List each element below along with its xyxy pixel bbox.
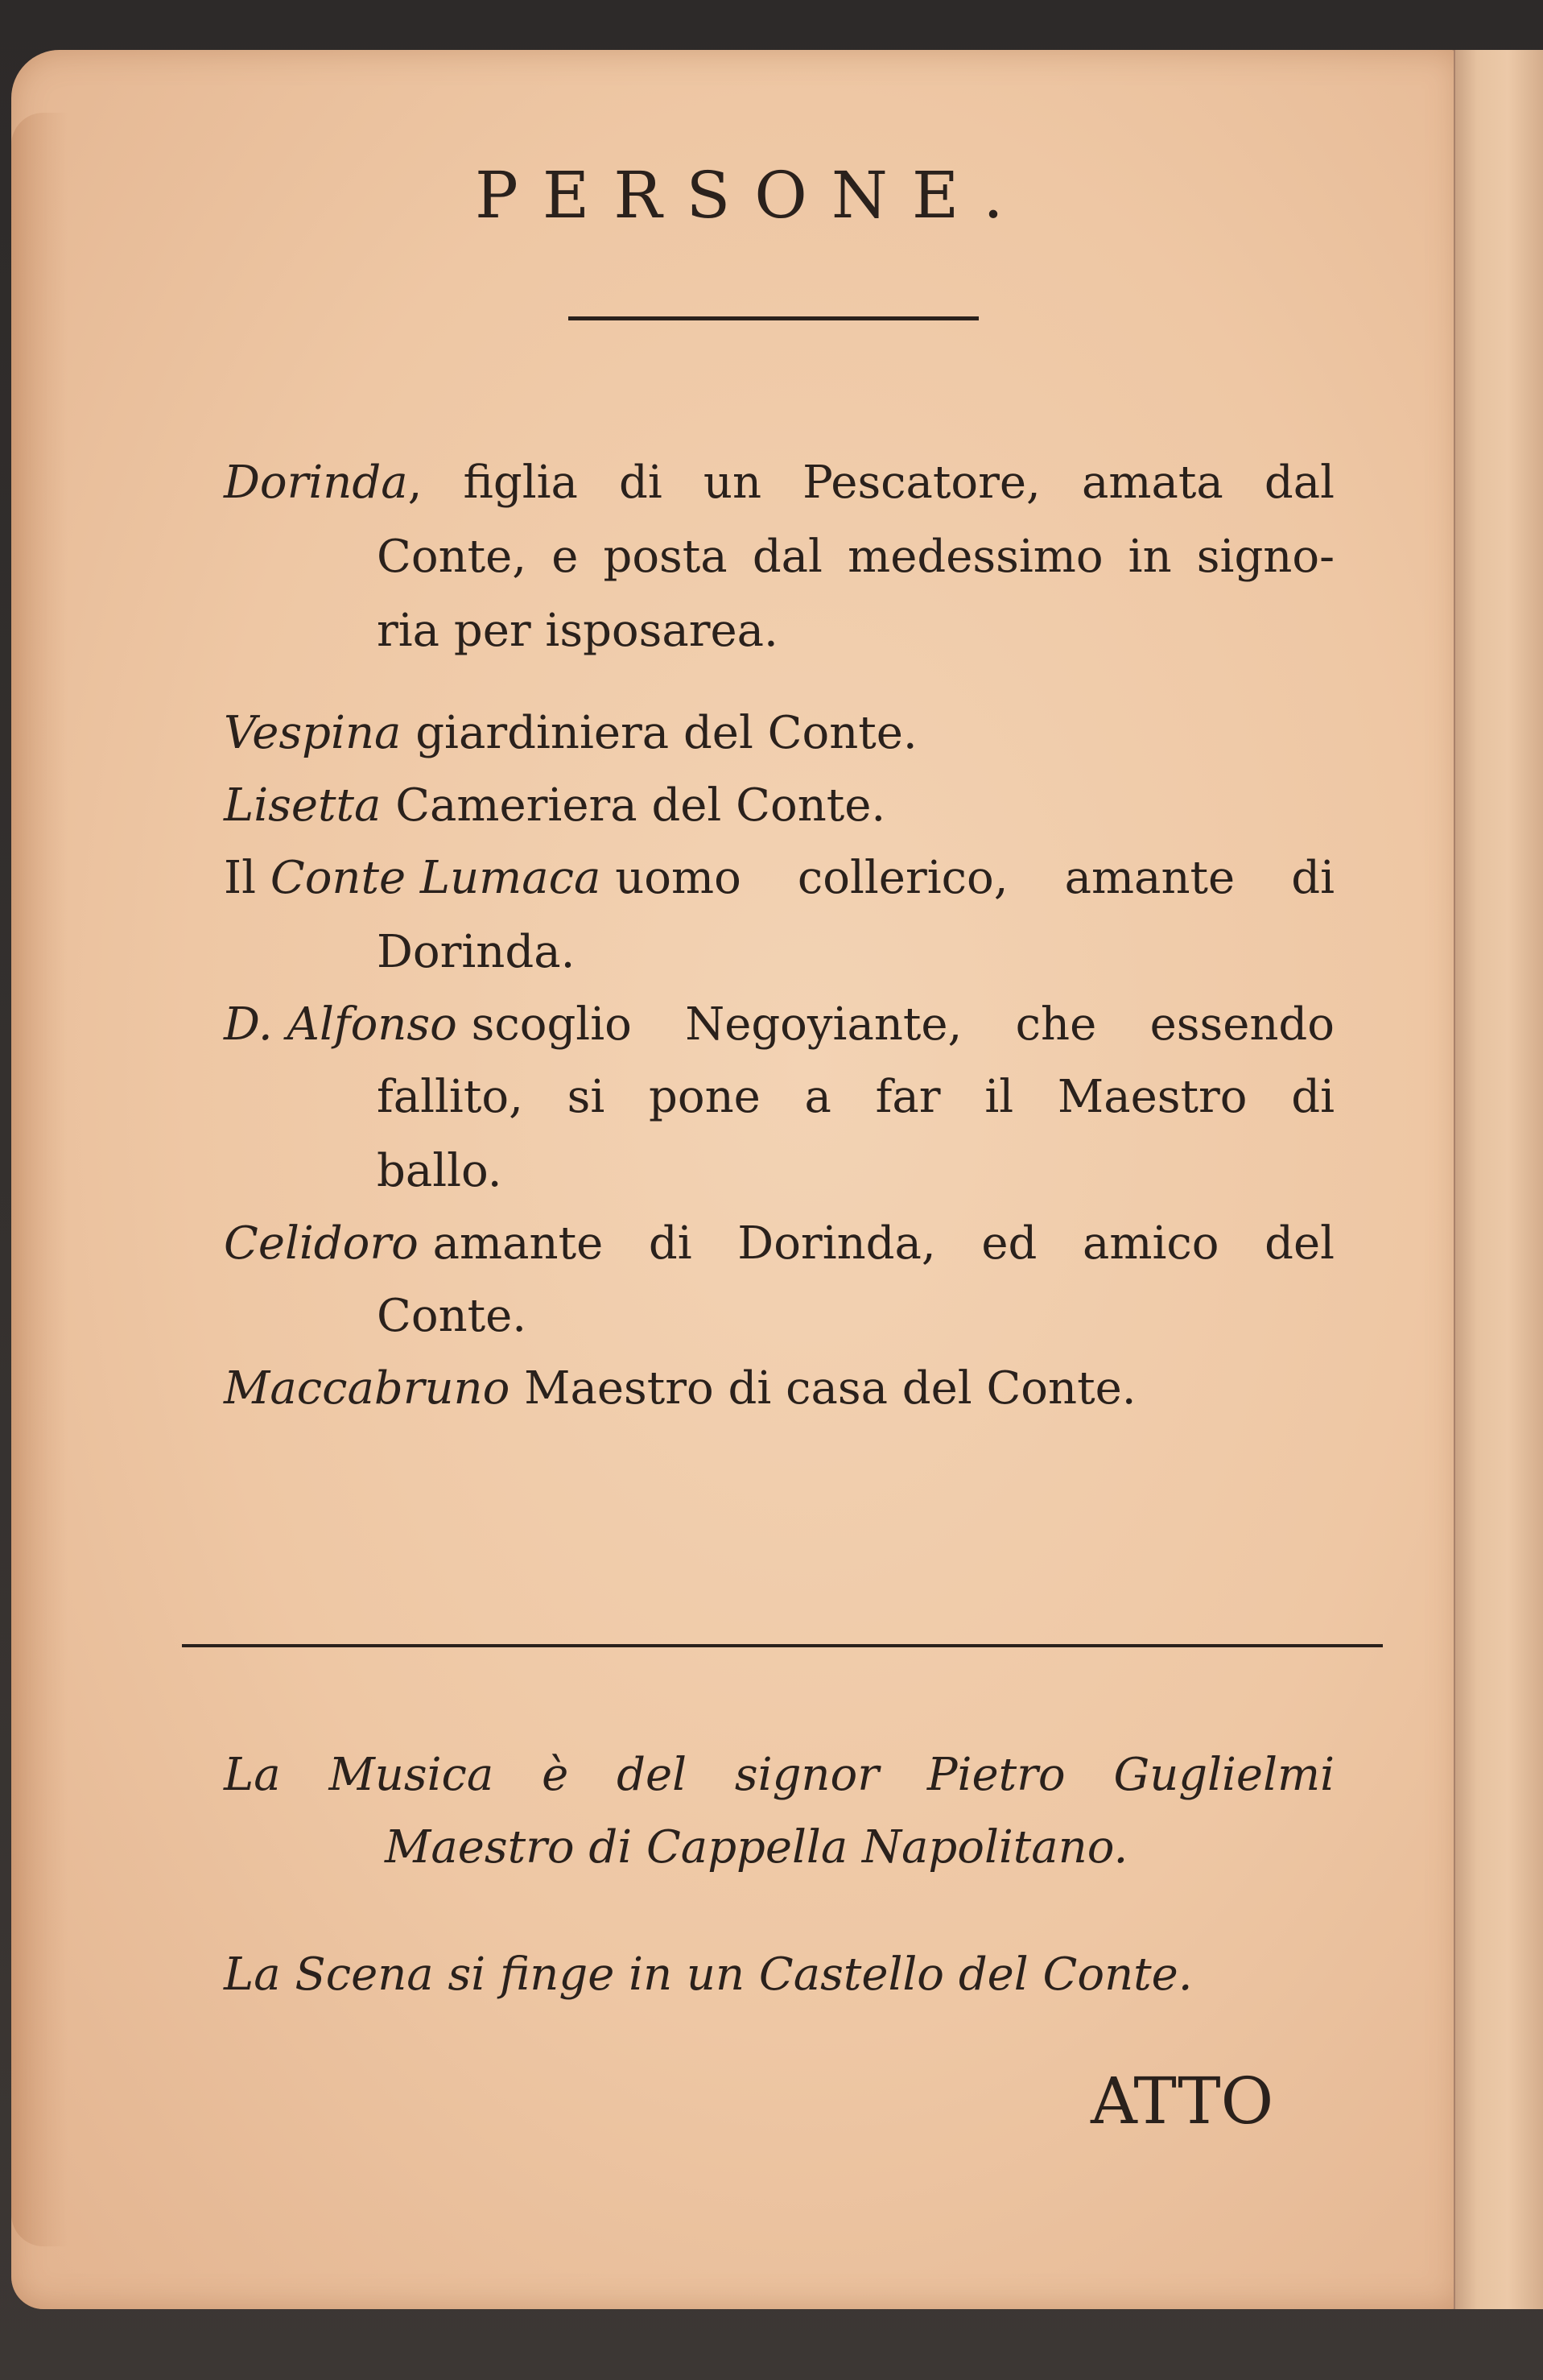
- catchword: ATTO: [1091, 2064, 1274, 2138]
- character-description-line: Dorinda.: [377, 926, 576, 978]
- character-description-line: scoglio Negoyiante, che essendo: [471, 998, 1335, 1051]
- character-name: Conte Lumaca: [270, 852, 601, 904]
- character-entry-lisetta: [224, 779, 1335, 832]
- music-credit-line: Maestro di Cappella Napolitano.: [385, 1821, 1128, 1874]
- page-fold-shadow: [11, 113, 68, 2246]
- character-name: Celidoro: [224, 1217, 419, 1270]
- character-entry-maccabruno: [224, 1362, 1335, 1415]
- title-rule: [568, 316, 979, 320]
- page-title: PERSONE.: [475, 158, 1028, 233]
- character-entry-dorinda: [224, 457, 1335, 509]
- character-entry-celidoro: [224, 1217, 1335, 1270]
- character-description-line: giardiniera del Conte.: [415, 707, 918, 759]
- music-credit-line: La Musica è del signor Pietro Guglielmi: [224, 1749, 1335, 1801]
- character-description-line: fallito, si pone a far il Maestro di: [377, 1071, 1335, 1123]
- section-rule: [182, 1644, 1383, 1647]
- character-entry-vespina: [224, 707, 1335, 759]
- character-entry-conte-lumaca: [224, 852, 1335, 904]
- character-description-line: amante di Dorinda, ed amico del: [432, 1217, 1335, 1270]
- character-name: D. Alfonso: [224, 998, 457, 1051]
- next-page-edge: [1455, 50, 1543, 2309]
- character-name: Maccabruno: [224, 1362, 510, 1415]
- character-description-line: Conte, e posta dal medessimo in signo-: [377, 531, 1335, 583]
- character-description-line: Maestro di casa del Conte.: [524, 1362, 1137, 1415]
- character-name: Vespina: [224, 707, 402, 759]
- character-description-line: uomo collerico, amante di: [615, 852, 1335, 904]
- character-description-line: ria per isposarea.: [377, 605, 778, 657]
- character-entry-alfonso: [224, 998, 1335, 1051]
- character-description-line: ballo.: [377, 1145, 502, 1197]
- character-prefix: Il: [224, 852, 257, 904]
- character-name: Dorinda: [224, 457, 408, 509]
- character-name: Lisetta: [224, 779, 382, 832]
- scene-note: La Scena si finge in un Castello del Conte.: [224, 1948, 1193, 2001]
- character-description-line: , figlia di un Pescatore, amata dal: [407, 457, 1335, 509]
- character-description-line: Cameriera del Conte.: [395, 779, 886, 832]
- character-description-line: Conte.: [377, 1290, 527, 1342]
